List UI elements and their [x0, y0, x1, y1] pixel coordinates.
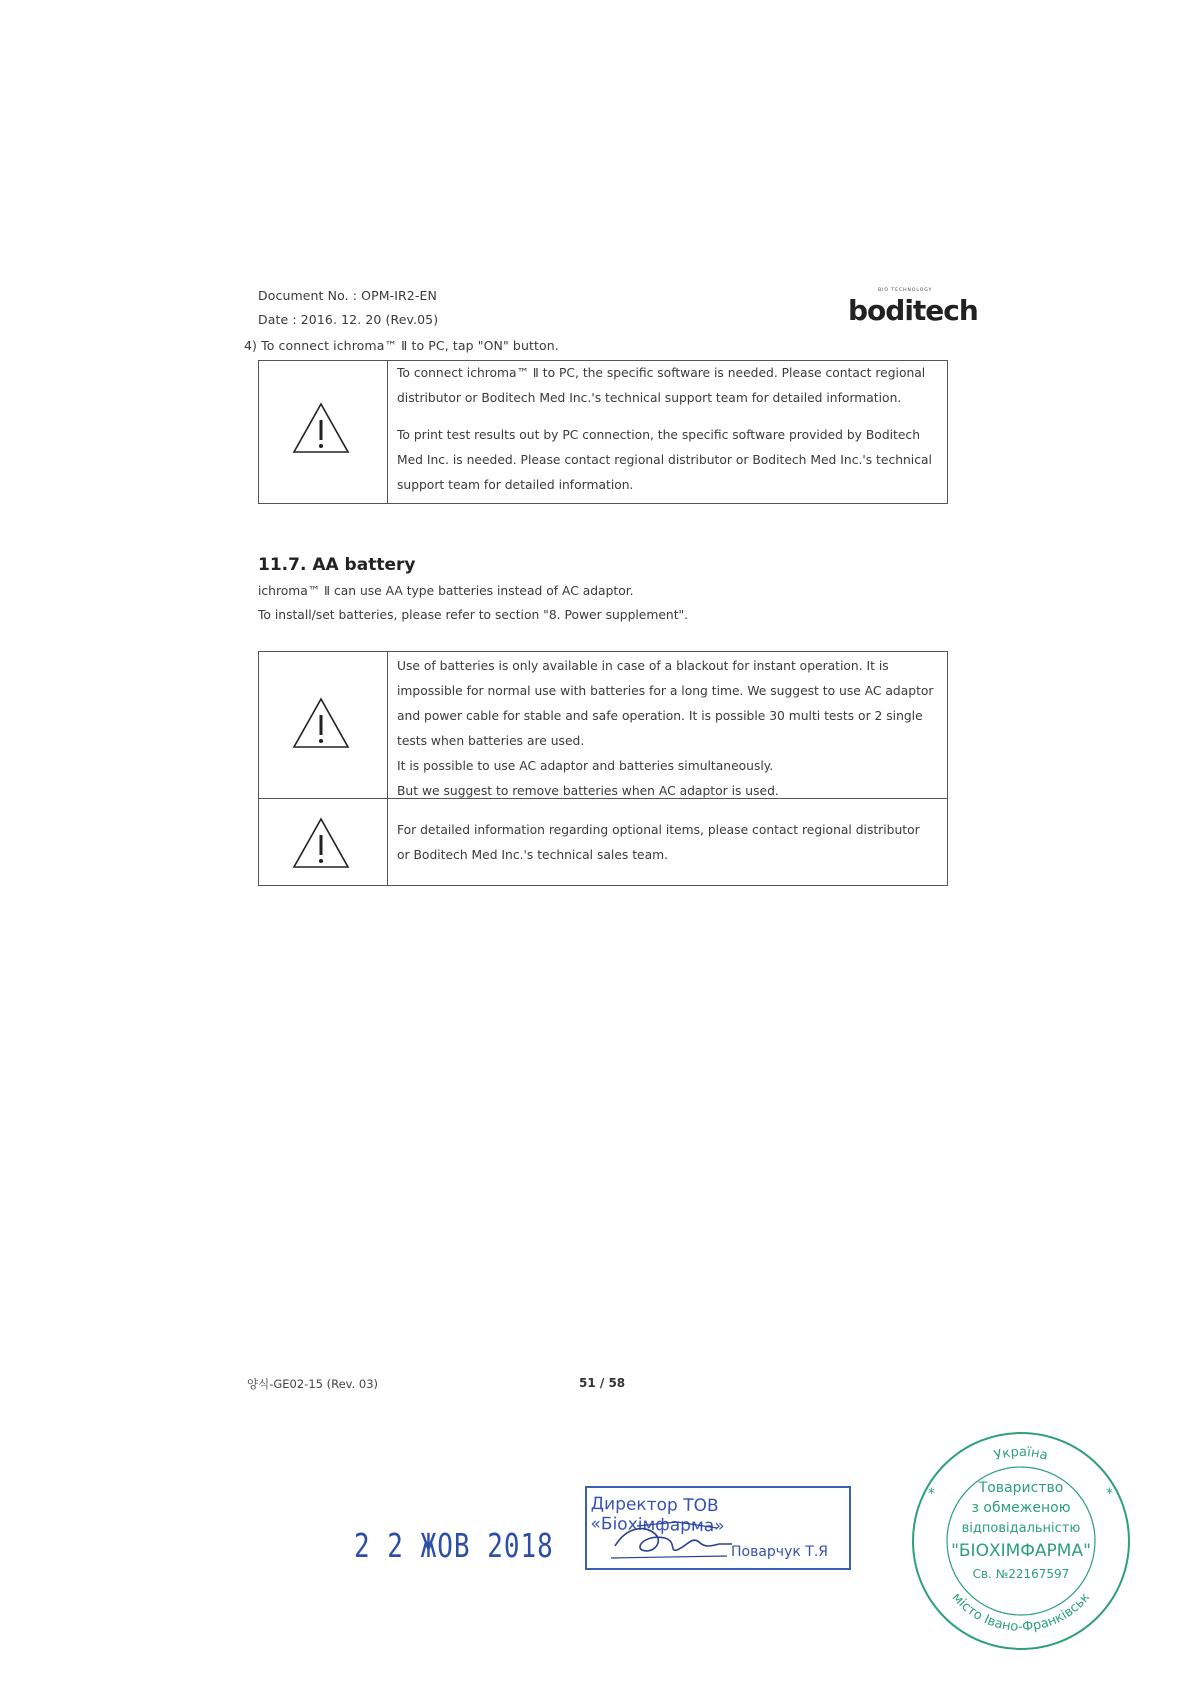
document-number: Document No. : OPM-IR2-EN	[258, 288, 437, 303]
notice-line: and power cable for stable and safe operation. It is possible 30 multi tests or 2 single	[397, 709, 923, 723]
svg-text:місто Івано-Франківськ	[949, 1590, 1093, 1635]
notice-line: or Boditech Med Inc.'s technical sales team.	[397, 848, 669, 862]
page-number: 51 / 58	[579, 1376, 626, 1390]
notice-line: tests when batteries are used.	[397, 734, 585, 748]
seal-line-1: Товариство	[978, 1480, 1064, 1496]
notice-line: It is possible to use AC adaptor and batteries simultaneously.	[397, 759, 774, 773]
notice-line: To print test results out by PC connection, the specific software provided by Boditech	[397, 428, 920, 442]
notice-line: For detailed information regarding optional items, please contact regional distributor	[397, 823, 920, 837]
section-body-line: To install/set batteries, please refer to section "8. Power supplement".	[258, 608, 689, 622]
notice-icon-cell	[259, 361, 388, 503]
seal-bottom-text: місто Івано-Франківськ	[948, 1590, 1094, 1635]
warning-triangle-icon	[291, 401, 351, 455]
seal-line-4: "БІОХІМФАРМА"	[951, 1541, 1091, 1561]
boditech-logo	[848, 284, 978, 327]
step-4-text: 4) To connect ichroma™ Ⅱ to PC, tap "ON" button.	[244, 338, 559, 353]
notice-line: But we suggest to remove batteries when AC adaptor is used.	[397, 784, 779, 798]
logo-tagline: BIO TECHNOLOGY	[878, 288, 933, 293]
director-title: Директор ТОВ «Біохімфарма»	[590, 1494, 725, 1537]
logo-text: boditech	[848, 294, 978, 327]
signature-icon	[607, 1516, 737, 1566]
seal-star-right: *	[1106, 1486, 1113, 1502]
notice-text	[397, 654, 941, 804]
seal-star-left: *	[928, 1486, 935, 1502]
seal-top-text: Україна	[992, 1444, 1050, 1464]
notice-text	[397, 361, 941, 498]
form-number: 양식-GE02-15 (Rev. 03)	[247, 1377, 378, 1391]
notice-box-batteries	[258, 651, 948, 886]
director-stamp	[585, 1486, 851, 1570]
notice-line: Med Inc. is needed. Please contact regional distributor or Boditech Med Inc.'s technical	[397, 453, 932, 467]
notice-text	[397, 818, 941, 868]
seal-line-2: з обмеженою	[971, 1500, 1071, 1516]
notice-line: Use of batteries is only available in case of a blackout for instant operation. It is	[397, 659, 889, 673]
svg-text:Україна	[993, 1445, 1050, 1464]
notice-divider	[259, 798, 947, 799]
seal-line-5: Св. №22167597	[972, 1567, 1070, 1581]
notice-box-pc-connection	[258, 360, 948, 504]
notice-line: impossible for normal use with batteries for a long time. We suggest to use AC adaptor	[397, 684, 934, 698]
section-title: 11.7. AA battery	[258, 555, 416, 575]
date-stamp: 2 2 ЖОВ 2018	[354, 1528, 554, 1566]
notice-line: distributor or Boditech Med Inc.'s technical support team for detailed information.	[397, 391, 902, 405]
seal-line-3: відповідальністю	[961, 1521, 1081, 1536]
notice-line: support team for detailed information.	[397, 478, 634, 492]
company-seal	[906, 1426, 1136, 1656]
warning-triangle-icon	[291, 696, 351, 750]
warning-triangle-icon	[291, 816, 351, 870]
notice-line: To connect ichroma™ Ⅱ to PC, the specific software is needed. Please contact regional	[397, 366, 926, 380]
section-body-line: ichroma™ Ⅱ can use AA type batteries instead of AC adaptor.	[258, 584, 634, 598]
document-date: Date : 2016. 12. 20 (Rev.05)	[258, 312, 439, 327]
director-name: Поварчук Т.Я	[731, 1544, 829, 1560]
